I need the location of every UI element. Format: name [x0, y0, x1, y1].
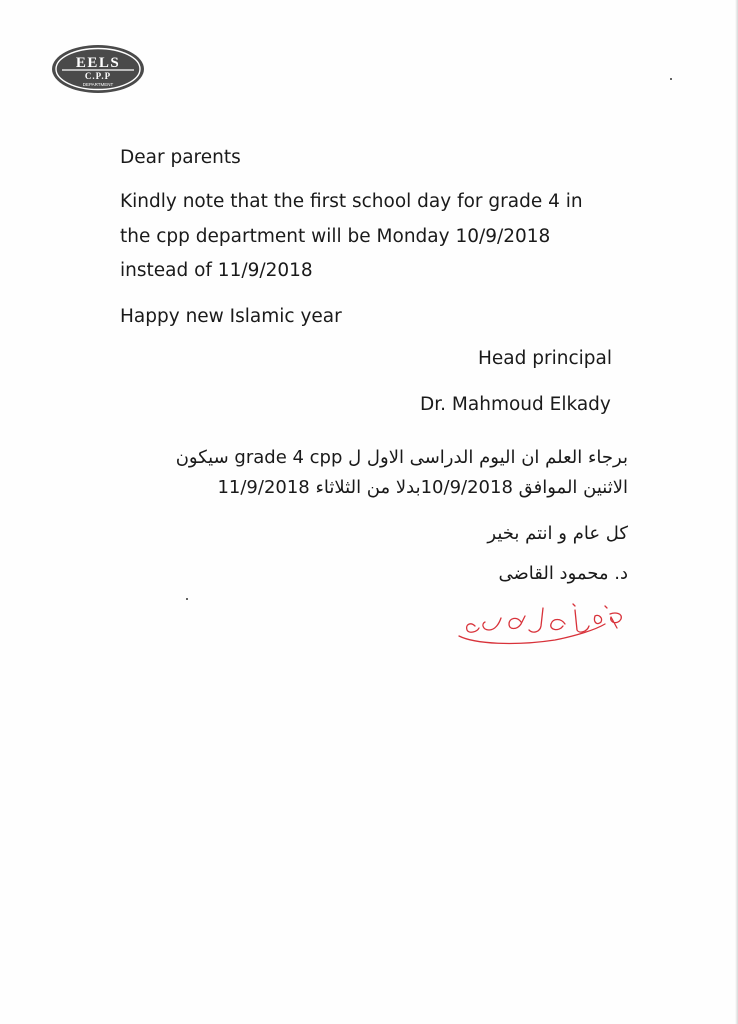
wish-english: Happy new Islamic year — [120, 306, 342, 327]
arabic-name: د. محمود القاضى — [498, 563, 628, 584]
eels-logo — [50, 43, 146, 95]
handwritten-signature — [455, 596, 630, 650]
signoff-role: Head principal — [478, 348, 612, 369]
arabic-line-2: الاثنين الموافق 10/9/2018بدلا من الثلاثاء 11/9/2018 — [217, 477, 628, 498]
logo-title: EELS — [75, 55, 121, 71]
arabic-line-1: برجاء العلم ان اليوم الدراسى الاول ل grade 4 cpp سيكون — [175, 447, 628, 468]
body-line-2: the cpp department will be Monday 10/9/2018 — [120, 226, 551, 247]
logo-department: DEPARTMENT — [82, 82, 114, 87]
arabic-wish: كل عام و انتم بخير — [487, 523, 628, 544]
body-line-1: Kindly note that the first school day for grade 4 in — [120, 191, 583, 212]
body-line-3: instead of 11/9/2018 — [120, 260, 313, 281]
scan-speck — [670, 78, 672, 80]
greeting: Dear parents — [120, 147, 241, 168]
logo-subtitle: C.P.P — [84, 71, 112, 81]
signoff-name: Dr. Mahmoud Elkady — [420, 394, 611, 415]
scan-speck — [186, 598, 188, 600]
